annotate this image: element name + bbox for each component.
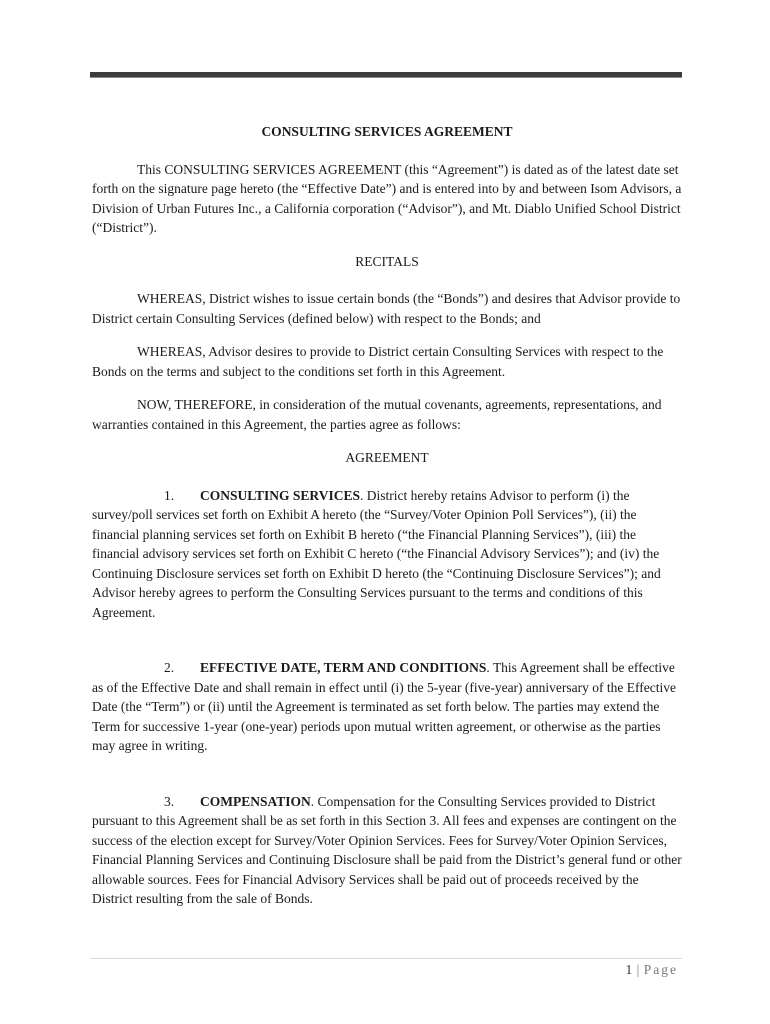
section-3-number: 3.	[164, 793, 175, 809]
intro-paragraph: This CONSULTING SERVICES AGREEMENT (this “Agreement”) is dated as of the latest date set forth on the signature page hereto (the “Effective Date”) and is entered into by and between Isom Advisors, a Division of Urban Futures Inc., a California corporation (“Advisor”), and Mt. Diablo Unified School District (“District”).	[92, 161, 682, 235]
page-footer	[626, 962, 678, 978]
section-2-title: EFFECTIVE DATE, TERM AND CONDITIONS	[200, 660, 487, 675]
section-1-title: CONSULTING SERVICES	[200, 487, 360, 503]
page-label: Page	[643, 962, 678, 977]
footer-rule	[90, 958, 682, 959]
recital-paragraph-3: NOW, THEREFORE, in consideration of the mutual covenants, agreements, representations, and warranties contained in this Agreement, the parties agree as follows:	[92, 397, 662, 432]
recitals-heading: RECITALS	[355, 253, 419, 269]
section-3-title: COMPENSATION	[200, 793, 311, 809]
section-2: 2. EFFECTIVE DATE, TERM AND CONDITIONS. This Agreement shall be effective as of the Effective Date and shall remain in effect until (i) the 5-year (five-year) anniversary of the Effective Date (the “Term”) or (ii) until the Agreement is terminated as set forth below. The parties may extend the Term for successive 1-year (one-year) periods upon mutual written agreement, or otherwise as the parties may agree in writing.	[92, 660, 676, 753]
footer-separator: |	[636, 962, 640, 977]
section-1-text: District hereby retains Advisor to perform (i) the survey/poll services set forth on Exhibit A hereto (the “Survey/Voter Opinion Poll Services”), (ii) the financial planning services set forth on Exhibit B hereto (“the Financial Planning Services”), (iii) the financial advisory services set forth on Exhibit C hereto (“the Financial Advisory Services”); and (iv) the Continuing Disclosure services set forth on Exhibit D hereto (the “Continuing Disclosure Services”); and Advisor hereby agrees to perform the Consulting Services pursuant to the terms and conditions of this Agreement.	[92, 487, 661, 620]
section-1-number: 1.	[164, 487, 175, 503]
document-title: CONSULTING SERVICES AGREEMENT	[261, 124, 513, 139]
document-body	[92, 122, 682, 923]
header-rule	[90, 72, 682, 78]
section-3-text: Compensation for the Consulting Services provided to District pursuant to this Agreement shall be as set forth in this Section 3. All fees and expenses are contingent on the success of the election except for Survey/Voter Opinion Services. Fees for Survey/Voter Opinion Services, Financial Planning Services and Continuing Disclosure shall be paid from the District’s general fund or other allowable sources. Fees for Financial Advisory Services shall be paid out of proceeds received by the District resulting from the sale of Bonds.	[92, 793, 682, 906]
section-3: 3. COMPENSATION. Compensation for the Consulting Services provided to District pursuant to this Agreement shall be as set forth in this Section 3. All fees and expenses are contingent on the success of the election except for Survey/Voter Opinion Services. Fees for Survey/Voter Opinion Services, Financial Planning Services and Continuing Disclosure shall be paid from the District’s general fund or other allowable sources. Fees for Financial Advisory Services shall be paid out of proceeds received by the District resulting from the sale of Bonds.	[92, 793, 682, 906]
section-spacer	[92, 770, 682, 792]
section-2-number: 2.	[164, 660, 175, 675]
section-1: 1. CONSULTING SERVICES. District hereby retains Advisor to perform (i) the survey/poll services set forth on Exhibit A hereto (the “Survey/Voter Opinion Poll Services”), (ii) the financial planning services set forth on Exhibit B hereto (“the Financial Planning Services”), (iii) the financial advisory services set forth on Exhibit C hereto (“the Financial Advisory Services”); and (iv) the Continuing Disclosure services set forth on Exhibit D hereto (the “Continuing Disclosure Services”); and Advisor hereby agrees to perform the Consulting Services pursuant to the terms and conditions of this Agreement.	[92, 487, 661, 620]
section-spacer	[92, 636, 682, 658]
agreement-heading: AGREEMENT	[345, 450, 429, 465]
page-number: 1	[625, 962, 633, 977]
recital-paragraph-1: WHEREAS, District wishes to issue certain bonds (the “Bonds”) and desires that Advisor provide to District certain Consulting Services (defined below) with respect to the Bonds; and	[92, 291, 681, 326]
section-2-text: This Agreement shall be effective as of the Effective Date and shall remain in effect until (i) the 5-year (five-year) anniversary of the Effective Date (the “Term”) or (ii) until the Agreement is terminated as set forth below. The parties may extend the Term for successive 1-year (one-year) periods upon mutual written agreement, or otherwise as the parties may agree in writing.	[92, 660, 676, 753]
recital-paragraph-2: WHEREAS, Advisor desires to provide to District certain Consulting Services with respect to the Bonds on the terms and subject to the conditions set forth in this Agreement.	[92, 344, 664, 379]
